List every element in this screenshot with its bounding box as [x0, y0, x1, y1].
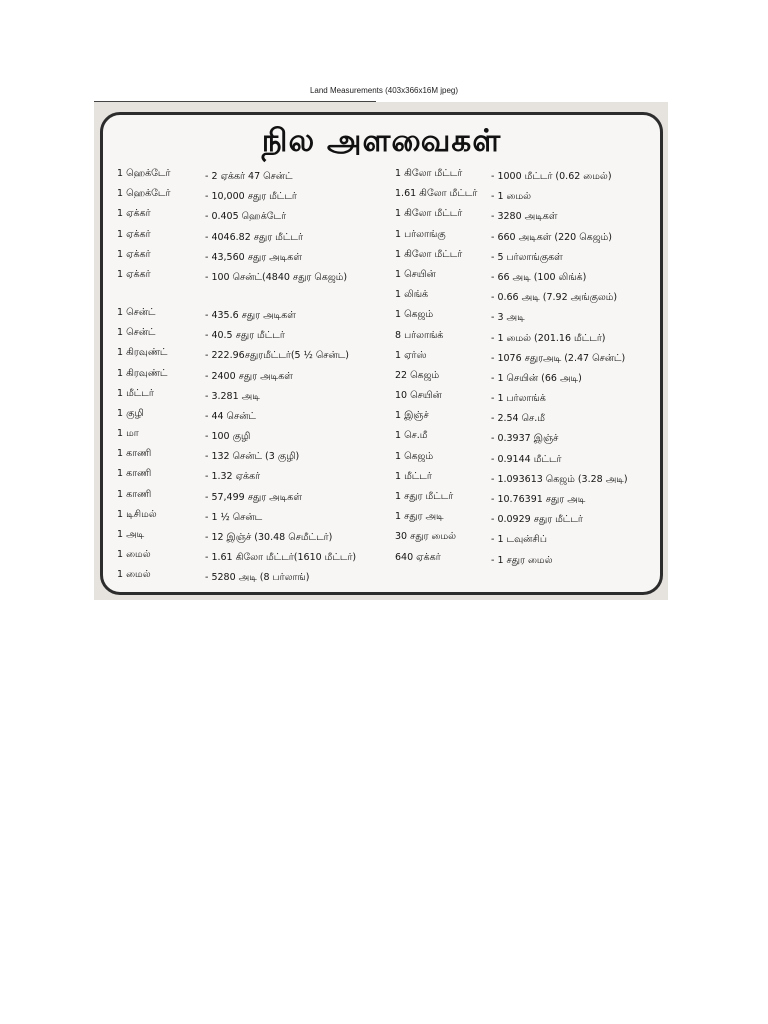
table-row	[117, 406, 387, 426]
table-row	[395, 348, 665, 368]
unit-value: - 1 ½ சென்ட	[205, 511, 263, 523]
unit-value: - 10.76391 சதுர அடி	[491, 494, 586, 505]
image-caption: Land Measurements (403x366x16M jpeg)	[309, 86, 459, 95]
unit-value: - 43,560 சதுர அடிகள்	[205, 251, 302, 263]
table-row	[395, 509, 665, 529]
unit-value: - 66 அடி (100 லிங்க்)	[491, 271, 587, 283]
unit-value: - 3.281 அடி	[205, 390, 260, 402]
unit-value: - 44 சென்ட்	[205, 410, 256, 422]
unit-value: - 1000 மீட்டர் (0.62 மைல்)	[491, 171, 612, 182]
unit-value: - 2400 சதுர அடிகள்	[205, 370, 293, 382]
unit-label: 1 மைல்	[117, 569, 151, 581]
unit-label: 1 லிங்க்	[395, 289, 429, 301]
table-row	[117, 527, 387, 547]
unit-label: 1 காணி	[117, 488, 152, 500]
unit-label: 1 இஞ்ச்	[395, 410, 429, 422]
table-row	[117, 206, 387, 226]
unit-value: - 3 அடி	[491, 312, 525, 324]
unit-label: 1 கிலோ மீட்டர்	[395, 248, 463, 260]
unit-label: 1 கிலோ மீட்டர்	[395, 208, 463, 220]
table-row	[395, 489, 665, 509]
unit-value: - 1.61 கிலோ மீட்டர்(1610 மீட்டர்)	[205, 552, 357, 564]
unit-label: 1 செ.மீ	[395, 430, 428, 442]
unit-label: 1.61 கிலோ மீட்டர்	[395, 188, 478, 200]
unit-label: 1 அடி	[117, 529, 145, 540]
table-row	[395, 307, 665, 327]
unit-label: 10 செயின்	[395, 390, 442, 402]
unit-label: 1 ஹெக்டேர்	[117, 188, 171, 200]
table-row	[117, 247, 387, 267]
table-row	[395, 267, 665, 287]
table-row	[395, 550, 665, 570]
unit-label: 1 காணி	[117, 448, 152, 460]
unit-label: 1 சதுர மீட்டர்	[395, 491, 454, 502]
table-row	[395, 247, 665, 267]
unit-label: 1 கிரவுண்ட்	[117, 347, 168, 359]
unit-value: - 10,000 சதுர மீட்டர்	[205, 191, 297, 203]
table-row	[117, 466, 387, 486]
unit-label: 1 ஏர்ஸ்	[395, 349, 427, 361]
table-row	[117, 305, 387, 325]
table-row	[395, 368, 665, 388]
unit-value: - 1076 சதுரஅடி (2.47 சென்ட்)	[491, 352, 626, 364]
unit-label: 640 ஏக்கர்	[395, 551, 441, 563]
table-row	[117, 487, 387, 507]
unit-value: - 2.54 செ.மீ	[491, 413, 545, 425]
card-title: நில அளவைகள்	[261, 123, 502, 159]
table-row	[395, 408, 665, 428]
unit-value: - 1.32 ஏக்கர்	[205, 471, 261, 483]
unit-value: - 4046.82 சதுர மீட்டர்	[205, 231, 303, 243]
unit-value: - 100 குழி	[205, 431, 251, 443]
table-row	[117, 325, 387, 345]
unit-label: 1 டிசிமல்	[117, 508, 157, 520]
unit-label: 1 பர்லாங்கு	[395, 228, 446, 240]
table-row	[117, 547, 387, 567]
table-row	[395, 287, 665, 307]
unit-value: - 132 சென்ட் (3 குழி)	[205, 451, 300, 463]
unit-label: 1 கெஜம்	[395, 450, 434, 462]
unit-value: - 435.6 சதுர அடிகள்	[205, 309, 296, 321]
unit-value: - 1 செயின் (66 அடி)	[491, 372, 582, 384]
unit-label: 1 மீட்டர்	[395, 470, 432, 482]
unit-label: 1 மீட்டர்	[117, 387, 154, 399]
table-row	[117, 426, 387, 446]
unit-value: - 1 பர்லாங்க்	[491, 393, 546, 405]
table-row	[117, 227, 387, 247]
unit-label: 1 கெஜம்	[395, 309, 434, 321]
unit-label: 1 ஏக்கர்	[117, 228, 151, 240]
table-row	[395, 227, 665, 247]
unit-label: 1 காணி	[117, 468, 152, 480]
table-row	[395, 428, 665, 448]
unit-label: 1 சென்ட்	[117, 327, 156, 339]
unit-value: - 0.66 அடி (7.92 அங்குலம்)	[491, 292, 618, 304]
table-row	[117, 507, 387, 527]
unit-label: 1 கிலோ மீட்டர்	[395, 168, 463, 179]
unit-value: - 0.9144 மீட்டர்	[491, 453, 562, 465]
table-row	[117, 366, 387, 386]
unit-value: - 12 இஞ்ச் (30.48 செமீட்டர்)	[205, 532, 333, 543]
table-row	[395, 186, 665, 206]
right-column	[395, 166, 665, 570]
unit-label: 8 பர்லாங்க்	[395, 329, 444, 341]
unit-label: 1 மா	[117, 428, 139, 440]
unit-value: - 222.96சதுரமீட்டர்(5 ½ சென்ட)	[205, 350, 349, 362]
table-row	[395, 328, 665, 348]
table-row	[395, 206, 665, 226]
table-row	[395, 449, 665, 469]
table-row	[117, 386, 387, 406]
unit-value: - 3280 அடிகள்	[491, 211, 558, 223]
unit-label: 1 சென்ட்	[117, 306, 156, 318]
table-row	[395, 469, 665, 489]
unit-label: 1 ஏக்கர்	[117, 268, 151, 280]
table-row	[395, 388, 665, 408]
unit-label: 1 ஹெக்டேர்	[117, 168, 171, 179]
unit-value: - 5280 அடி (8 பர்லாங்)	[205, 572, 310, 584]
table-row	[117, 267, 387, 305]
unit-value: - 0.3937 இஞ்ச்	[491, 433, 559, 445]
table-row	[117, 567, 387, 587]
left-column	[117, 166, 387, 588]
unit-value: - 660 அடிகள் (220 கெஜம்)	[491, 231, 612, 243]
unit-label: 1 ஏக்கர்	[117, 248, 151, 260]
table-row	[117, 446, 387, 466]
unit-value: - 2 ஏக்கர் 47 சென்ட்	[205, 171, 293, 182]
unit-value: - 100 சென்ட்(4840 சதுர கெஜம்)	[205, 271, 348, 283]
unit-label: 1 செயின்	[395, 268, 436, 280]
unit-value: - 0.405 ஹெக்டேர்	[205, 211, 287, 223]
table-row	[395, 166, 665, 186]
unit-value: - 1 டவுன்சிப்	[491, 534, 547, 546]
table-row	[395, 529, 665, 549]
unit-label: 1 மைல்	[117, 549, 151, 561]
unit-value: - 1 மைல்	[491, 191, 532, 203]
unit-label: 1 ஏக்கர்	[117, 208, 151, 220]
unit-value: - 1 மைல் (201.16 மீட்டர்)	[491, 332, 606, 344]
scanned-image	[94, 102, 668, 600]
unit-label: 30 சதுர மைல்	[395, 531, 457, 543]
unit-label: 22 கெஜம்	[395, 369, 440, 381]
unit-label: 1 குழி	[117, 407, 144, 419]
table-row	[117, 166, 387, 186]
unit-label: 1 சதுர அடி	[395, 511, 444, 523]
table-row	[117, 186, 387, 206]
unit-value: - 1 சதுர மைல்	[491, 554, 553, 566]
measurement-card	[100, 112, 663, 595]
unit-value: - 1.093613 கெஜம் (3.28 அடி)	[491, 473, 628, 485]
unit-value: - 0.0929 சதுர மீட்டர்	[491, 514, 583, 526]
unit-label: 1 கிரவுண்ட்	[117, 367, 168, 379]
table-row	[117, 345, 387, 365]
unit-value: - 5 பர்லாங்குகள்	[491, 251, 563, 263]
unit-value: - 57,499 சதுர அடிகள்	[205, 491, 302, 503]
unit-value: - 40.5 சதுர மீட்டர்	[205, 330, 285, 342]
